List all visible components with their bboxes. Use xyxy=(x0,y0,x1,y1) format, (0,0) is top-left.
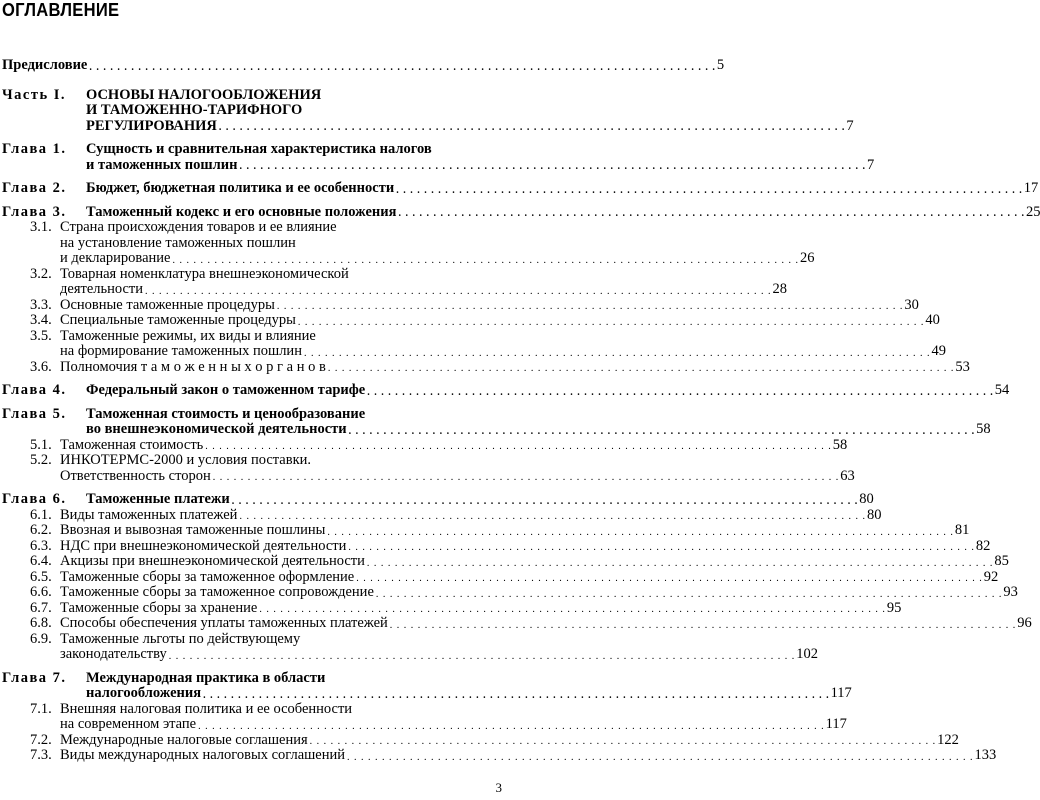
toc-line xyxy=(0,57,725,74)
entry-page: 81 xyxy=(954,522,970,538)
toc-line xyxy=(0,747,997,764)
entry-page: 58 xyxy=(832,436,848,453)
page-number: 3 xyxy=(495,780,502,795)
entry-page: 40 xyxy=(925,312,940,328)
leader-dots: . . . . . . . . . . . . . . . . . . . . . . . . . . . . . . . . . . . . . . . . . . . . . . . . . . . . . . . . . . . . . . . . . . . . . . . . . . . . . . . . . . . . . . . . . . xyxy=(366,557,994,569)
chapter-entry xyxy=(0,382,1010,399)
entry-number: Глава 4. xyxy=(2,382,67,398)
toc-line xyxy=(0,506,882,524)
entry-number: 6.8. xyxy=(30,615,52,631)
section-entry xyxy=(0,452,855,484)
section-entry xyxy=(0,584,1018,601)
entry-page: 133 xyxy=(974,747,997,763)
entry-page: 28 xyxy=(772,281,788,297)
leader-dots: . . . . . . . . . . . . . . . . . . . . . . . . . . . . . . . . . . . . . . . . . . . . . . . . . . . . . . . . . . . . . . . . . . . . . . . . . . . . . . . . . . . . . . . . . . xyxy=(259,604,886,615)
entry-title: РЕГУЛИРОВАНИЯ xyxy=(86,117,217,134)
entry-title: Специальные таможенные процедуры xyxy=(60,312,296,328)
section-entry xyxy=(0,522,970,539)
entry-page: 7 xyxy=(846,117,854,134)
leader-dots: . . . . . . . . . . . . . . . . . . . . . . . . . . . . . . . . . . . . . . . . . . . . . . . . . . . . . . . . . . . . . . . . . . . . . . . . . . . . . . . . . . . . . . . . . . xyxy=(309,736,937,747)
entry-number: 6.2. xyxy=(30,522,52,538)
entry-number: Глава 2. xyxy=(2,180,67,196)
toc-line xyxy=(0,296,919,314)
leader-dots: . . . . . . . . . . . . . . . . . . . . . . . . . . . . . . . . . . . . . . . . . . . . . . . . . . . . . . . . . . . . . . . . . . . . . . . . . . . . . . . . . . . . . . . . . . xyxy=(375,588,1003,600)
entry-number: 3.4. xyxy=(30,312,52,328)
entry-title: Бюджет, бюджетная политика и ее особенности xyxy=(86,180,395,196)
entry-page: 54 xyxy=(994,382,1010,398)
page-title: ОГЛАВЛЕНИЕ xyxy=(2,0,120,20)
entry-number: 7.3. xyxy=(30,747,52,763)
chapter-entry xyxy=(0,669,852,702)
entry-title: Таможенные сборы за таможенное оформление xyxy=(60,568,355,585)
entry-title: на установление таможенных пошлин xyxy=(60,234,296,251)
entry-title: Внешняя налоговая политика и ее особенности xyxy=(60,700,353,717)
toc-line xyxy=(0,88,505,104)
leader-dots: . . . . . . . . . . . . . . . . . . . . . . . . . . . . . . . . . . . . . . . . . . . . . . . . . . . . . . . . . . . . . . . . . . . . . . . . . . . . . . . . . . . . . . . . . . xyxy=(367,386,994,398)
entry-page: 117 xyxy=(830,685,852,701)
section-entry xyxy=(0,358,970,376)
toc-line xyxy=(0,453,505,469)
entry-title: Полномочия т а м о ж е н н ы х о р г а н о в xyxy=(60,358,326,375)
entry-title: Таможенная стоимость xyxy=(60,436,204,453)
entry-number: Глава 1. xyxy=(2,141,67,157)
entry-title: Таможенный кодекс и его основные положения xyxy=(86,203,397,220)
chapter-entry xyxy=(0,491,874,508)
entry-number: 6.5. xyxy=(30,568,52,585)
entry-number: 5.2. xyxy=(30,452,52,468)
section-entry xyxy=(0,265,788,298)
toc-line xyxy=(0,329,505,345)
entry-number: 7.1. xyxy=(30,700,52,717)
leader-dots: . . . . . . . . . . . . . . . . . . . . . . . . . . . . . . . . . . . . . . . . . . . . . . . . . . . . . . . . . . . . . . . . . . . . . . . . . . . . . . . . . . . . . . . . . . xyxy=(198,720,825,732)
section-entry xyxy=(0,731,959,749)
entry-page: 117 xyxy=(825,716,847,732)
entry-number: 3.2. xyxy=(30,265,52,282)
leader-dots: . . . . . . . . . . . . . . . . . . . . . . . . . . . . . . . . . . . . . . . . . . . . . . . . . . . . . . . . . . . . . . . . . . . . . . . . . . . . . . . . . . . . . . . . . . xyxy=(327,526,954,538)
toc-line xyxy=(0,250,815,267)
entry-title: И ТАМОЖЕННО-ТАРИФНОГО xyxy=(86,102,303,118)
leader-dots: . . . . . . . . . . . . . . . . . . . . . . . . . . . . . . . . . . . . . . . . . . . . . . . . . . . . . . . . . . . . . . . . . . . . . . . . . . . . . . . . . . . . . . . . . . xyxy=(212,472,840,483)
entry-title: во внешнеэкономической деятельности xyxy=(86,421,347,437)
toc-line xyxy=(0,407,505,423)
toc-line xyxy=(0,584,1018,601)
leader-dots: . . . . . . . . . . . . . . . . . . . . . . . . . . . . . . . . . . . . . . . . . . . . . . . . . . . . . . . . . . . . . . . . . . . . . . . . . . . . . . . . . . . . . . . . . . xyxy=(398,208,1025,219)
toc-line xyxy=(0,180,1039,197)
toc-line xyxy=(0,236,505,252)
entry-title: Способы обеспечения уплаты таможенных платежей xyxy=(60,615,388,631)
section-entry xyxy=(0,630,818,663)
leader-dots: . . . . . . . . . . . . . . . . . . . . . . . . . . . . . . . . . . . . . . . . . . . . . . . . . . . . . . . . . . . . . . . . . . . . . . . . . . . . . . . . . . . . . . . . . . xyxy=(172,254,799,266)
entry-title: Таможенные сборы за таможенное сопровождение xyxy=(60,584,374,600)
entry-title: ИНКОТЕРМС-2000 и условия поставки. xyxy=(60,452,312,468)
entry-page: 30 xyxy=(904,296,919,313)
leader-dots: . . . . . . . . . . . . . . . . . . . . . . . . . . . . . . . . . . . . . . . . . . . . . . . . . . . . . . . . . . . . . . . . . . . . . . . . . . . . . . . . . . . . . . . . . . xyxy=(218,122,846,133)
toc-line xyxy=(0,632,505,648)
toc-line xyxy=(0,702,505,718)
entry-title: деятельности xyxy=(60,281,144,297)
toc-line xyxy=(0,267,505,283)
section-entry xyxy=(0,312,940,329)
leader-dots: . . . . . . . . . . . . . . . . . . . . . . . . . . . . . . . . . . . . . . . . . . . . . . . . . . . . . . . . . . . . . . . . . . . . . . . . . . . . . . . . . . . . . . . . . . xyxy=(239,511,866,522)
leader-dots: . . . . . . . . . . . . . . . . . . . . . . . . . . . . . . . . . . . . . . . . . . . . . . . . . . . . . . . . . . . . . . . . . . . . . . . . . . . . . . . . . . . . . . . . . . xyxy=(389,619,1017,631)
entry-page: 58 xyxy=(976,421,991,437)
leader-dots: . . . . . . . . . . . . . . . . . . . . . . . . . . . . . . . . . . . . . . . . . . . . . . . . . . . . . . . . . . . . . . . . . . . . . . . . . . . . . . . . . . . . . . . . . . xyxy=(356,573,983,584)
entry-page: 25 xyxy=(1025,203,1040,220)
toc-line xyxy=(0,537,991,555)
entry-title: Таможенные режимы, их виды и влияние xyxy=(60,327,316,344)
entry-page: 53 xyxy=(955,358,970,375)
entry-title: Страна происхождения товаров и ее влияние xyxy=(60,219,337,235)
entry-page: 92 xyxy=(983,568,999,585)
leader-dots: . . . . . . . . . . . . . . . . . . . . . . . . . . . . . . . . . . . . . . . . . . . . . . . . . . . . . . . . . . . . . . . . . . . . . . . . . . . . . . . . . . . . . . . . . . xyxy=(203,689,830,701)
section-entry xyxy=(0,599,902,617)
entry-number: 6.6. xyxy=(30,584,52,600)
toc-line xyxy=(0,203,1040,221)
entry-page: 63 xyxy=(840,467,855,484)
entry-page: 80 xyxy=(866,506,882,523)
section-entry xyxy=(0,296,919,314)
entry-title: НДС при внешнеэкономической деятельности xyxy=(60,537,347,554)
section-entry xyxy=(0,436,848,454)
toc-line xyxy=(0,436,848,454)
entry-title: Сущность и сравнительная характеристика налогов xyxy=(86,141,432,157)
leader-dots: . . . . . . . . . . . . . . . . . . . . . . . . . . . . . . . . . . . . . . . . . . . . . . . . . . . . . . . . . . . . . . . . . . . . . . . . . . . . . . . . . . . . . . . . . . xyxy=(239,161,866,172)
toc-line xyxy=(0,103,505,119)
section-entry xyxy=(0,219,815,267)
section-entry xyxy=(0,327,946,360)
part-entry xyxy=(0,57,725,74)
entry-number: 6.4. xyxy=(30,553,52,569)
chapter-entry xyxy=(0,203,1040,221)
leader-dots: . . . . . . . . . . . . . . . . . . . . . . . . . . . . . . . . . . . . . . . . . . . . . . . . . . . . . . . . . . . . . . . . . . . . . . . . . . . . . . . . . . . . . . . . . . xyxy=(303,347,931,359)
entry-page: 102 xyxy=(796,646,818,662)
entry-page: 49 xyxy=(931,343,946,359)
entry-number: 3.3. xyxy=(30,296,52,313)
toc-line xyxy=(0,142,505,158)
entry-title: ОСНОВЫ НАЛОГООБЛОЖЕНИЯ xyxy=(86,86,322,103)
entry-number: 3.5. xyxy=(30,327,52,344)
entry-page: 85 xyxy=(994,553,1009,569)
toc-line xyxy=(0,522,970,539)
chapter-entry xyxy=(0,405,991,438)
chapter-entry xyxy=(0,141,875,173)
entry-number: 3.1. xyxy=(30,219,52,235)
toc-line xyxy=(0,467,855,485)
entry-title: Виды таможенных платежей xyxy=(60,506,238,523)
entry-page: 5 xyxy=(716,57,725,73)
entry-page: 80 xyxy=(859,491,874,507)
entry-title: Международные налоговые соглашения xyxy=(60,731,308,748)
section-entry xyxy=(0,506,882,524)
entry-page: 7 xyxy=(866,156,875,173)
entry-number: 6.9. xyxy=(30,630,52,647)
entry-title: Федеральный закон о таможенном тарифе xyxy=(86,382,366,398)
entry-number: 3.6. xyxy=(30,358,52,375)
entry-number: Глава 7. xyxy=(2,669,67,686)
entry-number: 6.1. xyxy=(30,506,52,523)
leader-dots: . . . . . . . . . . . . . . . . . . . . . . . . . . . . . . . . . . . . . . . . . . . . . . . . . . . . . . . . . . . . . . . . . . . . . . . . . . . . . . . . . . . . . . . . . . xyxy=(348,425,976,437)
leader-dots: . . . . . . . . . . . . . . . . . . . . . . . . . . . . . . . . . . . . . . . . . . . . . . . . . . . . . . . . . . . . . . . . . . . . . . . . . . . . . . . . . . . . . . . . . . xyxy=(327,363,955,374)
entry-number: Глава 3. xyxy=(2,203,67,220)
entry-page: 17 xyxy=(1023,180,1039,196)
entry-title: Предисловие xyxy=(2,57,88,73)
entry-title: налогообложения xyxy=(86,685,202,701)
toc-line xyxy=(0,553,1009,570)
entry-title: Основные таможенные процедуры xyxy=(60,296,275,313)
toc-line xyxy=(0,671,505,687)
entry-title: Виды международных налоговых соглашений xyxy=(60,747,346,763)
leader-dots: . . . . . . . . . . . . . . . . . . . . . . . . . . . . . . . . . . . . . . . . . . . . . . . . . . . . . . . . . . . . . . . . . . . . . . . . . . . . . . . . . . . . . . . . . . xyxy=(168,650,796,662)
section-entry xyxy=(0,568,999,586)
leader-dots: . . . . . . . . . . . . . . . . . . . . . . . . . . . . . . . . . . . . . . . . . . . . . . . . . . . . . . . . . . . . . . . . . . . . . . . . . . . . . . . . . . . . . . . . . . xyxy=(348,542,975,553)
toc-line xyxy=(0,343,946,360)
section-entry xyxy=(0,700,847,733)
leader-dots: . . . . . . . . . . . . . . . . . . . . . . . . . . . . . . . . . . . . . . . . . . . . . . . . . . . . . . . . . . . . . . . . . . . . . . . . . . . . . . . . . . . . . . . . . . xyxy=(231,495,859,507)
entry-page: 82 xyxy=(975,537,991,554)
toc-line xyxy=(0,646,818,663)
section-entry xyxy=(0,553,1009,570)
toc-line xyxy=(0,568,999,586)
toc-line xyxy=(0,731,959,749)
entry-page: 26 xyxy=(799,250,815,266)
entry-title: на формирование таможенных пошлин xyxy=(60,343,302,359)
entry-number: 6.7. xyxy=(30,599,52,616)
entry-page: 96 xyxy=(1017,615,1032,631)
entry-page: 93 xyxy=(1003,584,1018,600)
entry-title: Товарная номенклатура внешнеэкономической xyxy=(60,265,349,282)
toc-line xyxy=(0,685,852,702)
entry-number: 6.3. xyxy=(30,537,52,554)
entry-title: и таможенных пошлин xyxy=(86,156,238,173)
toc-line xyxy=(0,117,854,135)
entry-number: Глава 5. xyxy=(2,405,67,422)
toc-line xyxy=(0,220,505,236)
toc-line xyxy=(0,716,847,733)
leader-dots: . . . . . . . . . . . . . . . . . . . . . . . . . . . . . . . . . . . . . . . . . . . . . . . . . . . . . . . . . . . . . . . . . . . . . . . . . . . . . . . . . . . . . . . . . . xyxy=(145,285,772,297)
entry-title: на современном этапе xyxy=(60,716,197,732)
toc-line xyxy=(0,615,1032,632)
entry-number: 7.2. xyxy=(30,731,52,748)
entry-title: Таможенная стоимость и ценообразование xyxy=(86,405,366,422)
toc-line xyxy=(0,491,874,508)
toc-line xyxy=(0,358,970,376)
entry-title: законодательству xyxy=(60,646,167,662)
entry-page: 95 xyxy=(886,599,902,616)
leader-dots: . . . . . . . . . . . . . . . . . . . . . . . . . . . . . . . . . . . . . . . . . . . . . . . . . . . . . . . . . . . . . . . . . . . . . . . . . . . . . . . . . . . . . . . . . . xyxy=(396,184,1023,196)
leader-dots: . . . . . . . . . . . . . . . . . . . . . . . . . . . . . . . . . . . . . . . . . . . . . . . . . . . . . . . . . . . . . . . . . . . . . . . . . . . . . . . . . . . . . . . . . . xyxy=(297,316,925,328)
entry-title: Таможенные сборы за хранение xyxy=(60,599,258,616)
toc-line xyxy=(0,312,940,329)
leader-dots: . . . . . . . . . . . . . . . . . . . . . . . . . . . . . . . . . . . . . . . . . . . . . . . . . . . . . . . . . . . . . . . . . . . . . . . . . . . . . . . . . . . . . . . . . . xyxy=(89,61,716,73)
table-of-contents xyxy=(0,57,1040,764)
entry-number: 5.1. xyxy=(30,436,52,453)
leader-dots: . . . . . . . . . . . . . . . . . . . . . . . . . . . . . . . . . . . . . . . . . . . . . . . . . . . . . . . . . . . . . . . . . . . . . . . . . . . . . . . . . . . . . . . . . . xyxy=(205,441,832,452)
toc-line xyxy=(0,599,902,617)
entry-title: Таможенные льготы по действующему xyxy=(60,630,301,647)
entry-number: Часть I. xyxy=(2,86,67,103)
part-entry xyxy=(0,86,854,135)
entry-title: Таможенные платежи xyxy=(86,491,230,507)
section-entry xyxy=(0,615,1032,632)
entry-number: Глава 6. xyxy=(2,491,67,507)
toc-line xyxy=(0,281,788,298)
entry-title: Ввозная и вывозная таможенные пошлины xyxy=(60,522,326,538)
leader-dots: . . . . . . . . . . . . . . . . . . . . . . . . . . . . . . . . . . . . . . . . . . . . . . . . . . . . . . . . . . . . . . . . . . . . . . . . . . . . . . . . . . . . . . . . . . xyxy=(276,301,904,312)
toc-line xyxy=(0,421,991,438)
entry-title: и декларирование xyxy=(60,250,171,266)
entry-title: Международная практика в области xyxy=(86,669,326,686)
toc-line xyxy=(0,156,875,174)
entry-page: 122 xyxy=(937,731,959,748)
entry-title: Ответственность сторон xyxy=(60,467,211,484)
entry-title: Акцизы при внешнеэкономической деятельности xyxy=(60,553,365,569)
chapter-entry xyxy=(0,180,1039,197)
section-entry xyxy=(0,537,991,555)
toc-line xyxy=(0,382,1010,399)
section-entry xyxy=(0,747,997,764)
leader-dots: . . . . . . . . . . . . . . . . . . . . . . . . . . . . . . . . . . . . . . . . . . . . . . . . . . . . . . . . . . . . . . . . . . . . . . . . . . . . . . . . . . . . . . . . . . xyxy=(347,751,974,763)
